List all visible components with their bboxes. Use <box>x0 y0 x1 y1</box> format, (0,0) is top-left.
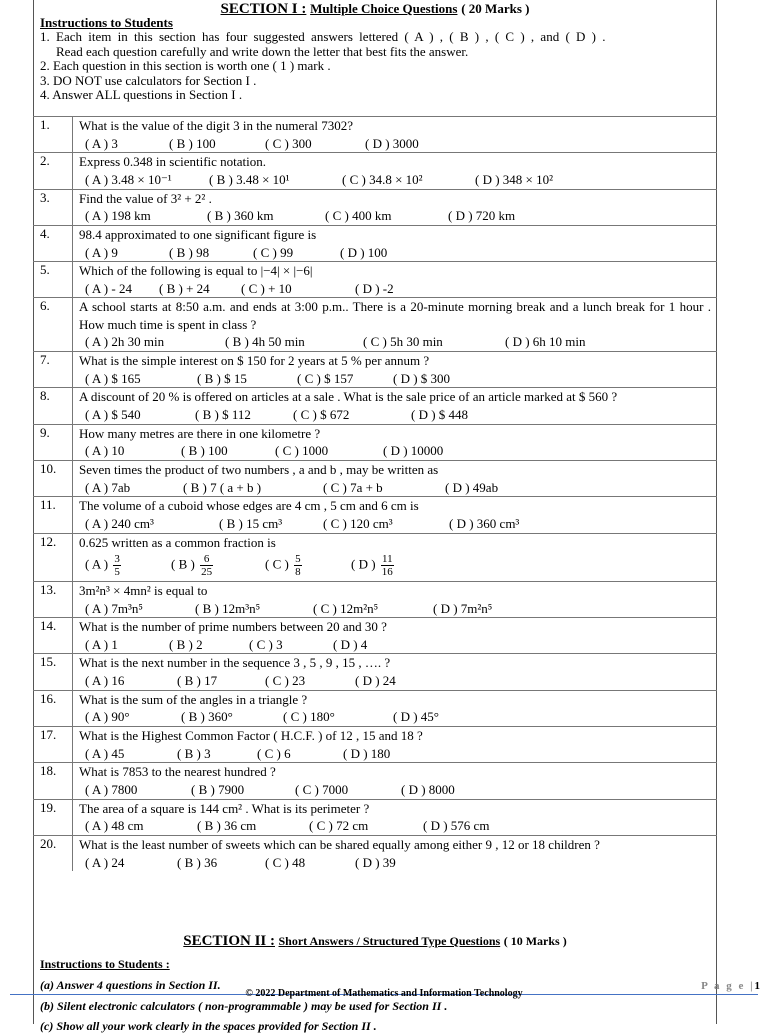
question-number: 2. <box>33 153 73 189</box>
question-text: What is the sum of the angles in a triangle ? <box>79 691 308 707</box>
option-a <box>85 370 141 387</box>
section1-title: SECTION I : <box>220 1 307 17</box>
option-label: ( C ) $ 672 <box>293 407 350 423</box>
question-body <box>73 352 718 388</box>
question-number: 5. <box>33 262 73 298</box>
option-label: ( D ) 3000 <box>365 135 419 151</box>
option-b <box>177 745 211 762</box>
question-row <box>33 581 717 617</box>
option-label: ( D ) 6h 10 min <box>505 334 586 350</box>
option-b <box>177 854 217 871</box>
option-label: ( A ) 24 <box>85 854 125 870</box>
option-d <box>411 406 468 423</box>
option-c <box>257 745 291 762</box>
option-d <box>393 708 439 725</box>
option-label: ( B ) 2 <box>169 636 203 652</box>
option-label: ( A ) 48 cm <box>85 818 144 834</box>
option-d <box>449 515 519 532</box>
options-row <box>79 672 711 690</box>
option-d <box>475 171 553 188</box>
fraction <box>294 553 302 578</box>
option-d <box>393 370 450 387</box>
option-label: ( D ) 348 × 10² <box>475 171 554 187</box>
question-number: 12. <box>33 533 73 581</box>
question-body <box>73 262 718 298</box>
question-row <box>33 388 717 424</box>
option-d <box>448 207 515 224</box>
option-d <box>445 479 498 496</box>
option-label: ( B ) 100 <box>169 135 216 151</box>
option-label: ( D ) 576 cm <box>423 818 490 834</box>
option-label: ( B ) 360° <box>181 709 233 725</box>
question-row <box>33 117 717 153</box>
option-b <box>169 244 209 261</box>
option-a <box>85 854 124 871</box>
option-label: ( D ) 39 <box>355 854 396 870</box>
option-a <box>85 515 154 532</box>
question-row <box>33 835 717 871</box>
option-label: ( B ) 3.48 × 10¹ <box>209 171 290 187</box>
section1-subtitle: Multiple Choice Questions <box>310 1 458 16</box>
option-d <box>365 135 419 152</box>
fraction-numerator: 6 <box>200 553 213 566</box>
instruction-2: 2. Each question in this section is worth one ( 1 ) mark . <box>40 58 331 74</box>
option-b <box>225 333 305 350</box>
option-label: ( D ) 10000 <box>383 443 444 459</box>
option-label: ( C ) 120 cm³ <box>323 515 393 531</box>
question-row <box>33 533 717 581</box>
question-text: How many metres are there in one kilometre ? <box>79 425 321 441</box>
question-number: 4. <box>33 225 73 261</box>
option-label: ( B ) 36 cm <box>197 818 257 834</box>
option-c <box>313 600 378 617</box>
question-body <box>73 117 718 153</box>
question-body <box>73 690 718 726</box>
question-text: The volume of a cuboid whose edges are 4 cm , 5 cm and 6 cm is <box>79 498 419 514</box>
option-b <box>183 479 261 496</box>
question-number: 1. <box>33 117 73 153</box>
question-text: What is 7853 to the nearest hundred ? <box>79 764 276 780</box>
option-label: ( D ) 720 km <box>448 208 516 224</box>
option-c <box>295 781 348 798</box>
option-d <box>340 244 387 261</box>
option-a <box>85 781 137 798</box>
question-body <box>73 460 718 496</box>
question-number: 16. <box>33 690 73 726</box>
option-label: ( A ) $ 540 <box>85 407 141 423</box>
question-text: 98.4 approximated to one significant figure is <box>79 226 317 242</box>
question-row <box>33 352 717 388</box>
fraction-numerator: 11 <box>382 553 393 566</box>
options-row <box>79 442 711 460</box>
option-a <box>85 817 144 834</box>
options-row <box>79 817 711 835</box>
option-b <box>171 553 215 578</box>
question-row <box>33 763 717 799</box>
option-label: ( C ) 300 <box>265 135 312 151</box>
section2-title: SECTION II : <box>183 933 275 949</box>
option-a <box>85 708 130 725</box>
question-row <box>33 460 717 496</box>
question-row <box>33 618 717 654</box>
question-row <box>33 189 717 225</box>
options-row <box>79 243 711 261</box>
question-row <box>33 497 717 533</box>
options-row <box>79 134 711 152</box>
option-c <box>253 244 293 261</box>
option-c <box>363 333 443 350</box>
option-b <box>169 636 203 653</box>
option-a <box>85 636 118 653</box>
question-body <box>73 835 718 871</box>
option-b <box>169 135 216 152</box>
section1-instructions <box>40 16 710 102</box>
option-label: ( C ) 1000 <box>275 443 329 459</box>
option-d <box>383 442 443 459</box>
option-label: ( A ) 7ab <box>85 479 131 495</box>
question-number: 7. <box>33 352 73 388</box>
option-label: ( C ) 5h 30 min <box>363 334 443 350</box>
options-row <box>79 406 711 424</box>
option-b <box>181 442 228 459</box>
question-number: 14. <box>33 618 73 654</box>
option-label: ( C ) 7a + b <box>323 479 383 495</box>
option-label: ( A ) 240 cm³ <box>85 515 154 531</box>
option-c <box>293 406 349 423</box>
option-label: ( A ) 7m³n⁵ <box>85 600 143 616</box>
section2-subtitle: Short Answers / Structured Type Questions <box>278 934 501 948</box>
option-label: ( B ) 4h 50 min <box>225 334 305 350</box>
options-row <box>79 279 711 297</box>
question-text: Find the value of 3² + 2² . <box>79 190 212 206</box>
options-row <box>79 333 711 351</box>
question-body <box>73 799 718 835</box>
option-label: ( B ) 12m³n⁵ <box>195 600 261 616</box>
option-a <box>85 135 118 152</box>
option-label: ( A ) 45 <box>85 745 125 761</box>
question-body <box>73 298 718 352</box>
section2-instruction-b: (b) Silent electronic calculators ( non-programmable ) may be used for Section II . <box>40 999 448 1013</box>
question-number: 20. <box>33 835 73 871</box>
option-label: ( A ) 16 <box>85 673 125 689</box>
question-number: 17. <box>33 727 73 763</box>
question-number: 8. <box>33 388 73 424</box>
question-body <box>73 388 718 424</box>
option-d <box>351 553 396 578</box>
option-label: ( D ) $ 448 <box>411 407 469 423</box>
option-c <box>283 708 335 725</box>
option-label: ( B ) 3 <box>177 745 211 761</box>
option-b <box>197 370 247 387</box>
option-label: ( C ) $ 157 <box>297 370 354 386</box>
option-label: ( A ) 10 <box>85 443 125 459</box>
option-b <box>195 406 251 423</box>
fraction <box>200 553 213 578</box>
instruction-1: 1. Each item in this section has four suggested answers lettered ( A ) , ( B ) , ( C ) , and ( D ) . <box>40 29 606 45</box>
question-text: What is the value of the digit 3 in the numeral 7302? <box>79 118 354 133</box>
options-row <box>79 781 711 799</box>
option-label: ( B ) 98 <box>169 244 210 260</box>
option-d <box>333 636 367 653</box>
option-a <box>85 745 124 762</box>
option-a <box>85 406 141 423</box>
option-label: ( D ) 7m²n⁵ <box>433 600 493 616</box>
footer-copyright: © 2022 Department of Mathematics and Information Technology <box>245 988 523 999</box>
fraction-denominator: 25 <box>201 566 213 579</box>
page-label: P a g e | <box>701 980 755 992</box>
option-label: ( B ) $ 112 <box>195 407 251 423</box>
option-label: ( C ) 12m²n⁵ <box>313 600 379 616</box>
option-label: ( B ) + 24 <box>159 280 210 296</box>
option-a <box>85 207 151 224</box>
section2-instruction-a: (a) Answer 4 questions in Section II. <box>40 978 221 992</box>
option-label: ( C ) 400 km <box>325 208 392 224</box>
option-label: ( B ) 36 <box>177 854 218 870</box>
fraction-denominator: 16 <box>381 566 393 579</box>
option-label: ( A ) 2h 30 min <box>85 334 165 350</box>
option-label: ( A ) 1 <box>85 636 118 652</box>
option-c <box>309 817 368 834</box>
option-b <box>159 280 210 297</box>
option-b <box>207 207 273 224</box>
option-label: ( C ) 180° <box>283 709 335 725</box>
option-label: ( D ) 45° <box>393 709 439 725</box>
option-label: ( C ) 6 <box>257 745 291 761</box>
question-row <box>33 225 717 261</box>
question-number: 10. <box>33 460 73 496</box>
option-label: ( D ) -2 <box>355 280 394 296</box>
option-b <box>191 781 244 798</box>
option-label: ( A ) - 24 <box>85 280 132 296</box>
section2-header <box>33 933 717 950</box>
options-row <box>79 708 711 726</box>
question-text: 3m²n³ × 4mn² is equal to <box>79 582 208 598</box>
option-a <box>85 333 164 350</box>
option-label: ( A ) 198 km <box>85 208 151 224</box>
options-row <box>79 478 711 496</box>
option-c <box>249 636 283 653</box>
option-label: ( C ) 23 <box>265 673 306 689</box>
option-c <box>342 171 423 188</box>
option-a <box>85 244 118 261</box>
options-row <box>79 515 711 533</box>
options-row <box>79 207 711 225</box>
option-label: ( B ) 360 km <box>207 208 274 224</box>
question-number: 13. <box>33 581 73 617</box>
option-label: ( B ) 17 <box>177 673 218 689</box>
section2-instruction-c: (c) Show all your work clearly in the spaces provided for Section II . <box>40 1019 377 1033</box>
option-b <box>209 171 290 188</box>
option-label: ( C ) 72 cm <box>309 818 369 834</box>
option-label: ( C ) + 10 <box>241 280 292 296</box>
option-c <box>265 135 312 152</box>
option-c <box>265 672 305 689</box>
option-label: ( C ) 34.8 × 10² <box>342 171 423 187</box>
option-a <box>85 171 172 188</box>
question-row <box>33 690 717 726</box>
option-label: ( C ) 7000 <box>295 781 349 797</box>
option-label: ( A ) 3 <box>85 135 118 151</box>
option-label: ( B ) 100 <box>181 443 228 459</box>
option-d <box>355 280 394 297</box>
instruction-1-cont: Read each question carefully and write down the letter that best fits the answer. <box>56 43 469 59</box>
option-d <box>505 333 586 350</box>
option-a <box>85 553 123 578</box>
option-label: ( B ) 7900 <box>191 781 245 797</box>
option-b <box>219 515 282 532</box>
question-row <box>33 424 717 460</box>
instruction-4: 4. Answer ALL questions in Section I . <box>40 87 243 103</box>
question-body <box>73 424 718 460</box>
option-c <box>297 370 353 387</box>
section2-instructions-heading: Instructions to Students : <box>40 957 170 971</box>
options-row <box>79 635 711 653</box>
option-b <box>177 672 217 689</box>
question-text: A discount of 20 % is offered on articles at a sale . What is the sale price of an article marked at $ 560 ? <box>79 389 618 405</box>
questions-table <box>33 116 717 871</box>
question-body <box>73 153 718 189</box>
section1-marks: ( 20 Marks ) <box>461 1 530 16</box>
question-row <box>33 799 717 835</box>
question-body <box>73 497 718 533</box>
question-body <box>73 727 718 763</box>
question-row <box>33 727 717 763</box>
question-number: 9. <box>33 424 73 460</box>
option-label: ( D ) 180 <box>343 745 391 761</box>
question-body <box>73 533 718 581</box>
option-d <box>433 600 492 617</box>
section2-marks: ( 10 Marks ) <box>503 934 567 948</box>
option-label: ( D ) 8000 <box>401 781 455 797</box>
question-text: What is the least number of sweets which can be shared equally among either 9 , 12 or 18 children ? <box>79 836 600 852</box>
fraction <box>381 553 394 578</box>
option-label: ( D ) $ 300 <box>393 370 451 386</box>
option-label: ( D ) 24 <box>355 673 396 689</box>
option-label: ( A ) 3.48 × 10⁻¹ <box>85 171 172 187</box>
option-label: ( C ) 99 <box>253 244 294 260</box>
option-c <box>323 515 393 532</box>
page-number <box>701 980 760 992</box>
instructions-heading: Instructions to Students <box>40 15 173 30</box>
options-row <box>79 551 711 581</box>
option-label: ( B ) 7 ( a + b ) <box>183 479 262 495</box>
option-c <box>323 479 383 496</box>
instruction-3: 3. DO NOT use calculators for Section I . <box>40 72 257 88</box>
option-a <box>85 442 124 459</box>
question-text: What is the number of prime numbers between 20 and 30 ? <box>79 619 387 635</box>
option-label: ( B ) <box>171 556 195 572</box>
option-d <box>401 781 455 798</box>
question-text: Express 0.348 in scientific notation. <box>79 154 267 170</box>
fraction-numerator: 3 <box>114 553 120 566</box>
question-number: 11. <box>33 497 73 533</box>
question-row <box>33 298 717 352</box>
question-body <box>73 763 718 799</box>
question-body <box>73 581 718 617</box>
option-label: ( C ) 48 <box>265 854 306 870</box>
question-row <box>33 153 717 189</box>
option-label: ( A ) 9 <box>85 244 118 260</box>
options-row <box>79 171 711 189</box>
option-a <box>85 672 124 689</box>
option-d <box>423 817 489 834</box>
option-c <box>265 553 304 578</box>
question-number: 3. <box>33 189 73 225</box>
option-label: ( C ) 3 <box>249 636 283 652</box>
option-label: ( A ) 7800 <box>85 781 138 797</box>
option-label: ( B ) 15 cm³ <box>219 515 283 531</box>
option-label: ( A ) <box>85 556 109 572</box>
option-c <box>265 854 305 871</box>
page-number-value: 1 <box>754 980 760 992</box>
option-label: ( A ) $ 165 <box>85 370 141 386</box>
option-label: ( D ) <box>351 556 376 572</box>
options-row <box>79 369 711 387</box>
options-row <box>79 853 711 871</box>
question-number: 19. <box>33 799 73 835</box>
option-d <box>355 672 396 689</box>
option-a <box>85 479 130 496</box>
question-body <box>73 618 718 654</box>
option-a <box>85 600 143 617</box>
question-number: 6. <box>33 298 73 352</box>
option-label: ( B ) $ 15 <box>197 370 247 386</box>
option-c <box>325 207 391 224</box>
option-b <box>195 600 260 617</box>
question-text: What is the next number in the sequence 3 , 5 , 9 , 15 , …. ? <box>79 655 391 671</box>
option-c <box>275 442 328 459</box>
option-label: ( D ) 100 <box>340 244 388 260</box>
question-text: Which of the following is equal to |−4| × |−6| <box>79 263 313 279</box>
question-text: Seven times the product of two numbers , a and b , may be written as <box>79 461 439 477</box>
question-number: 15. <box>33 654 73 690</box>
fraction <box>113 553 121 578</box>
question-text: What is the simple interest on $ 150 for 2 years at 5 % per annum ? <box>79 353 430 369</box>
option-b <box>197 817 256 834</box>
question-text: The area of a square is 144 cm² . What is its perimeter ? <box>79 800 370 816</box>
fraction-numerator: 5 <box>295 553 301 566</box>
question-row <box>33 262 717 298</box>
question-body <box>73 189 718 225</box>
option-label: ( D ) 360 cm³ <box>449 515 520 531</box>
option-b <box>181 708 233 725</box>
option-label: ( D ) 49ab <box>445 479 499 495</box>
option-label: ( A ) 90° <box>85 709 130 725</box>
option-label: ( C ) <box>265 556 289 572</box>
option-c <box>241 280 292 297</box>
question-number: 18. <box>33 763 73 799</box>
option-a <box>85 280 132 297</box>
option-d <box>355 854 396 871</box>
fraction-denominator: 5 <box>114 566 120 579</box>
option-label: ( D ) 4 <box>333 636 368 652</box>
question-body <box>73 654 718 690</box>
question-row <box>33 654 717 690</box>
question-body <box>73 225 718 261</box>
question-text: What is the Highest Common Factor ( H.C.F. ) of 12 , 15 and 18 ? <box>79 728 423 744</box>
options-row <box>79 599 711 617</box>
question-text: 0.625 written as a common fraction is <box>79 534 276 550</box>
fraction-denominator: 8 <box>295 566 301 579</box>
question-text: A school starts at 8:50 a.m. and ends at 3:00 p.m.. There is a 20-minute morning break and a lunch break for 1 hour . How much time is spent in class ? <box>79 299 711 332</box>
options-row <box>79 744 711 762</box>
option-d <box>343 745 390 762</box>
